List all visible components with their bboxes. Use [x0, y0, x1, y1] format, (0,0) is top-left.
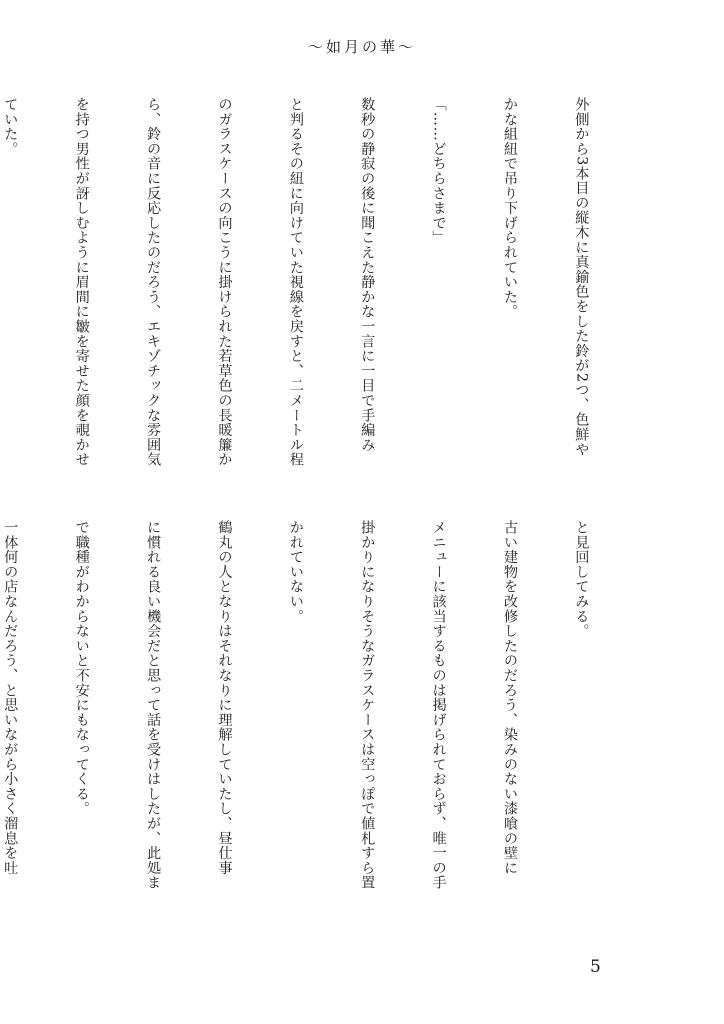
text-block-lower: [2, 520, 640, 935]
text-line: メニューに該当するものは掲げられておらず、唯一の手: [430, 520, 447, 890]
text-line: を持つ男性が訝しむように眉間に皺を寄せた顔を覗かせ: [73, 97, 90, 467]
text-line: かな組紐で吊り下げられていた。: [502, 97, 519, 319]
text-line: に慣れる良い機会だと思って話を受けはしたが、此処ま: [145, 520, 162, 890]
text-line: 数秒の静寂の後に聞こえた静かな一言に一目で手編み: [359, 97, 376, 453]
text-line: 古い建物を改修したのだろう、染みのない漆喰の壁に: [502, 520, 519, 876]
text-line: 外側から3本目の縦木に真鍮色をした鈴が2つ、色鮮や: [573, 97, 590, 457]
text-line: と見回してみる。: [573, 520, 590, 639]
text-line: 鶴丸の人となりはそれなりに理解していたし、昼仕事: [216, 520, 233, 876]
page-header-title: 〜如月の華〜: [307, 38, 416, 56]
page-number: 5: [590, 957, 601, 977]
text-block-upper: [2, 97, 640, 507]
text-line: のガラスケースの向こうに掛けられた若草色の長暖簾か: [216, 97, 233, 467]
text-line: ら、鈴の音に反応したのだろう、エキゾチックな雰囲気: [145, 97, 162, 467]
text-line: ていた。: [2, 97, 19, 157]
text-line: 一体何の店なんだろう、と思いながら小さく溜息を吐: [2, 520, 19, 876]
text-line: と判るその紐に向けていた視線を戻すと、二メートル程: [287, 97, 304, 467]
text-line: 「……どちらさまで」: [430, 97, 447, 245]
text-line: で職種がわからないと不安にもなってくる。: [73, 520, 90, 816]
text-line: かれていない。: [287, 520, 304, 624]
text-line: 掛かりになりそうなガラスケースは空っぽで値札すら置: [359, 520, 376, 890]
